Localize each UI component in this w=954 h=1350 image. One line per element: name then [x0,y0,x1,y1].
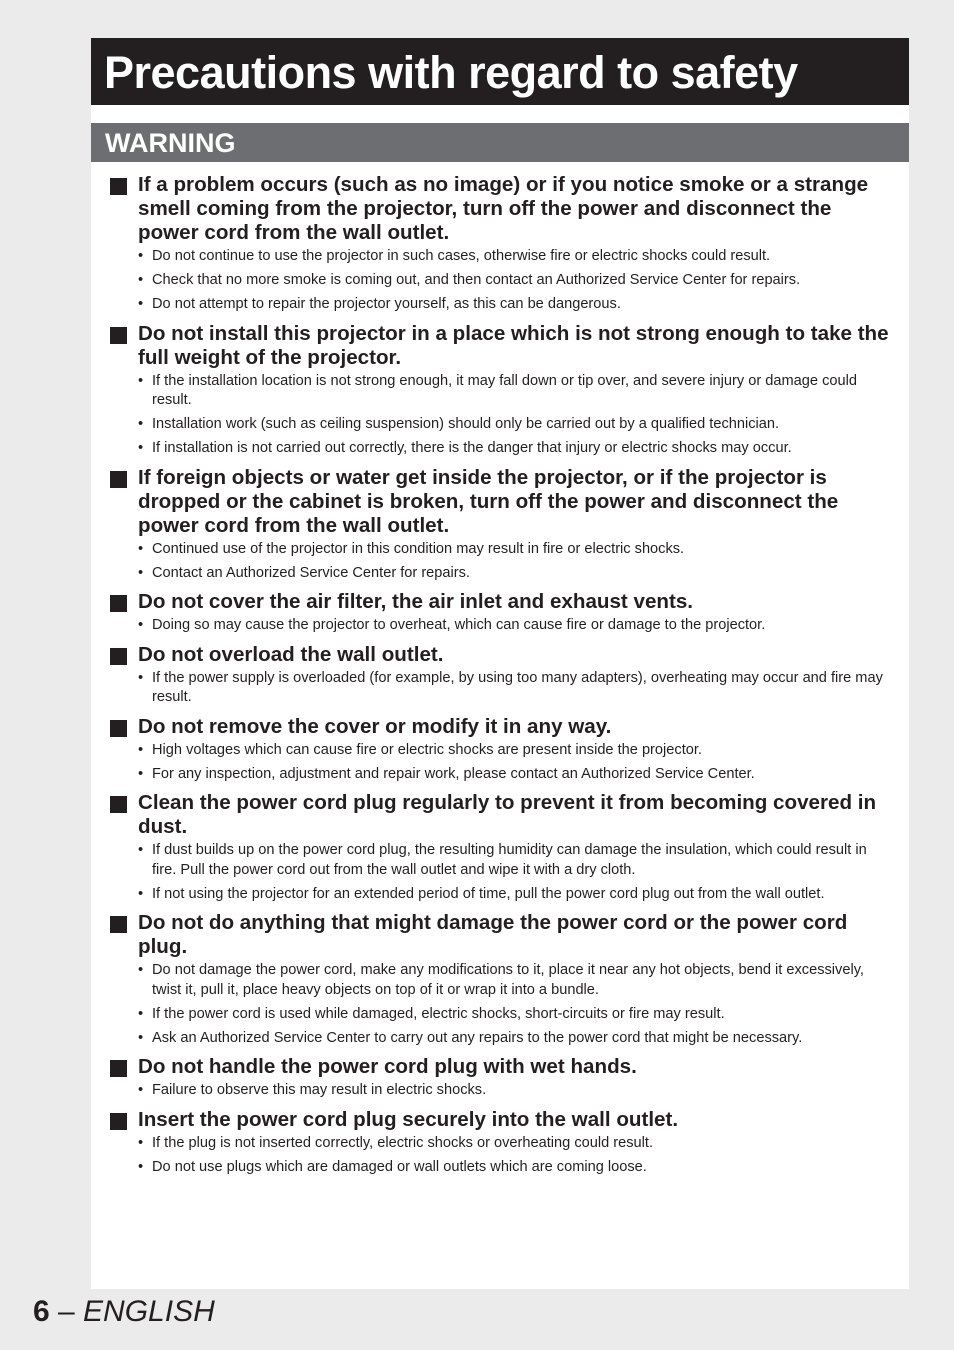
precaution-bullet: • For any inspection, adjustment and repair work, please contact an Authorized Service Center. [138,765,891,785]
precaution-bullets [138,961,891,1048]
precaution-item [91,911,909,1048]
precaution-bullet: • Do not use plugs which are damaged or wall outlets which are coming loose. [138,1158,891,1178]
square-bullet-icon [110,595,127,612]
precaution-bullets [138,1081,891,1101]
square-bullet-icon [110,178,127,195]
precaution-bullet: • High voltages which can cause fire or electric shocks are present inside the projector. [138,741,891,761]
precaution-bullets [138,741,891,785]
precaution-heading: Insert the power cord plug securely into the wall outlet. [138,1107,679,1131]
section-heading: WARNING [105,128,236,158]
precaution-item [91,791,909,904]
precaution-bullets [138,616,891,636]
precaution-bullets [138,372,891,459]
square-bullet-icon [110,648,127,665]
precaution-bullet: • If the power cord is used while damaged, electric shocks, short-circuits or fire may result. [138,1005,891,1025]
precaution-bullet: • Do not attempt to repair the projector yourself, as this can be dangerous. [138,295,891,315]
precaution-bullet: • Do not damage the power cord, make any modifications to it, place it near any hot objects, bend it excessively, twist it, pull it, place heavy objects on top of it or wrap it into a bundle. [138,961,891,1000]
precaution-item [91,643,909,708]
page-title: Precautions with regard to safety [104,47,798,98]
precaution-bullet: • If the power supply is overloaded (for example, by using too many adapters), overheating may occur and fire may result. [138,669,891,708]
precaution-bullet: • Contact an Authorized Service Center for repairs. [138,564,891,584]
precaution-bullet: • Check that no more smoke is coming out, and then contact an Authorized Service Center for repairs. [138,271,891,291]
precaution-bullets [138,1134,891,1178]
precaution-heading: Do not handle the power cord plug with wet hands. [138,1055,637,1078]
precaution-bullets [138,247,891,315]
precautions-list [91,173,909,1184]
precaution-bullet: • Do not continue to use the projector in such cases, otherwise fire or electric shocks could result. [138,247,891,267]
precaution-bullets [138,669,891,708]
precaution-item [91,173,909,315]
precaution-bullet: • Ask an Authorized Service Center to carry out any repairs to the power cord that might be necessary. [138,1029,891,1049]
precaution-bullets [138,841,891,904]
precaution-bullet: • If the installation location is not strong enough, it may fall down or tip over, and severe injury or damage could result. [138,372,891,411]
precaution-heading: Do not overload the wall outlet. [138,642,444,666]
square-bullet-icon [110,916,127,933]
precaution-item [91,590,909,636]
precaution-item [91,322,909,459]
square-bullet-icon [110,1113,127,1130]
precaution-bullet: • Doing so may cause the projector to overheat, which can cause fire or damage to the projector. [138,616,891,636]
precaution-heading: Clean the power cord plug regularly to prevent it from becoming covered in dust. [138,791,877,838]
footer-separator: – [49,1295,84,1328]
precaution-bullet: • If the plug is not inserted correctly, electric shocks or overheating could result. [138,1134,891,1154]
precaution-item [91,1055,909,1101]
square-bullet-icon [110,1060,127,1077]
precaution-bullet: • If not using the projector for an extended period of time, pull the power cord plug out from the wall outlet. [138,885,891,905]
precaution-heading: Do not do anything that might damage the power cord or the power cord plug. [138,911,848,958]
precaution-bullet: • If dust builds up on the power cord plug, the resulting humidity can damage the insulation, which could result in fire. Pull the power cord out from the wall outlet and wipe it with a dry cloth. [138,841,891,880]
footer-language: ENGLISH [83,1295,215,1328]
square-bullet-icon [110,471,127,488]
precaution-bullet: • Installation work (such as ceiling suspension) should only be carried out by a qualified technician. [138,415,891,435]
title-bar [91,38,909,105]
precaution-item [91,1108,909,1178]
page-panel [91,38,909,1289]
page-number: 6 [33,1295,50,1328]
precaution-heading: If foreign objects or water get inside the projector, or if the projector is dropped or the cabinet is broken, turn off the power and disconnect the power cord from the wall outlet. [138,465,839,537]
precaution-item [91,466,909,584]
square-bullet-icon [110,720,127,737]
page-footer [33,1292,215,1332]
precaution-bullet: • Continued use of the projector in this condition may result in fire or electric shocks. [138,540,891,560]
precaution-bullets [138,540,891,584]
precaution-bullet: • If installation is not carried out correctly, there is the danger that injury or electric shocks may occur. [138,439,891,459]
square-bullet-icon [110,796,127,813]
precaution-item [91,715,909,785]
warning-section-bar [91,123,909,162]
precaution-heading: Do not cover the air filter, the air inlet and exhaust vents. [138,590,694,613]
precaution-heading: Do not remove the cover or modify it in any way. [138,714,612,738]
precaution-heading: If a problem occurs (such as no image) or if you notice smoke or a strange smell coming from the projector, turn off the power and disconnect the power cord from the wall outlet. [138,173,869,244]
square-bullet-icon [110,327,127,344]
precaution-heading: Do not install this projector in a place which is not strong enough to take the full weight of the projector. [138,321,889,369]
precaution-bullet: • Failure to observe this may result in electric shocks. [138,1081,891,1101]
